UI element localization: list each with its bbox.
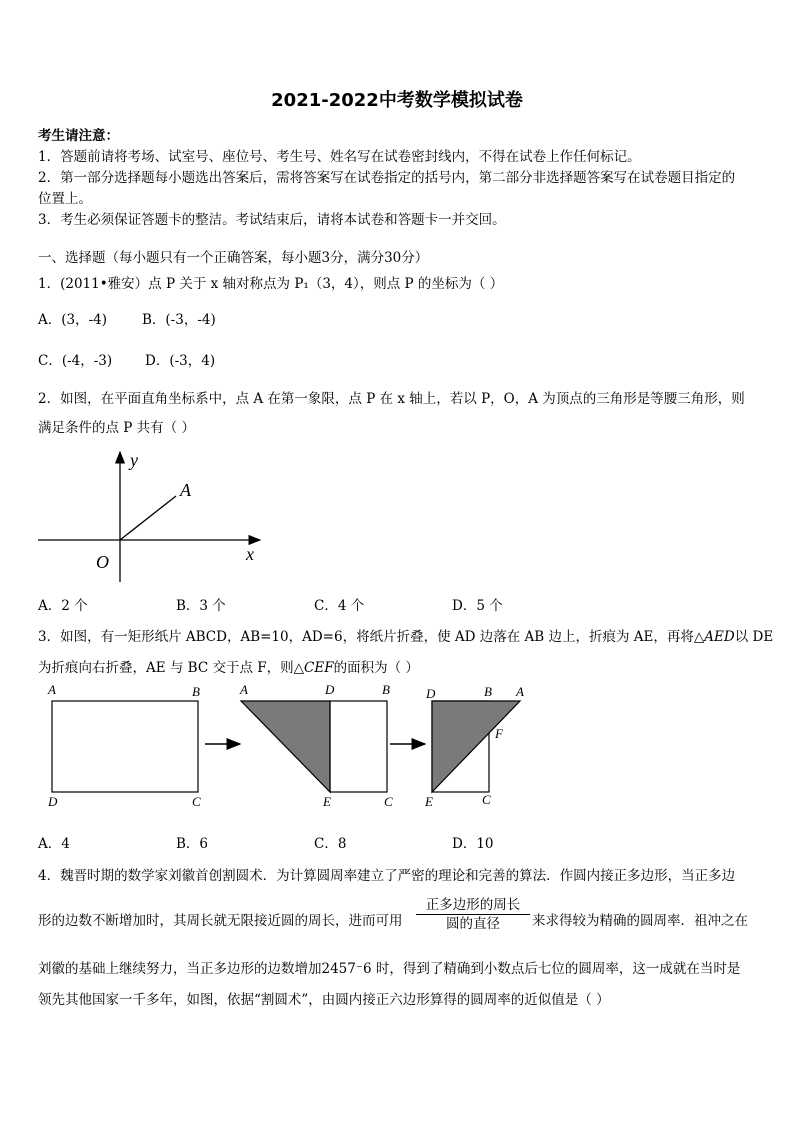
q4-line2-start: 形的边数不断增加时，其周长就无限接近圆的周长，进而可用 xyxy=(38,913,403,929)
q3-option-a[interactable]: A．4 xyxy=(38,836,70,852)
fig1-label-c: C xyxy=(192,794,201,809)
fig3-label-d: D xyxy=(426,686,436,701)
segment-oa xyxy=(120,496,176,540)
notice-item-3: 3．考生必须保证答题卡的整洁。考试结束后，请将本试卷和答题卡一并交回。 xyxy=(38,212,506,228)
q2-coordinate-figure xyxy=(34,446,274,586)
q3-stem-line2-end: 的面积为（ ） xyxy=(333,660,419,676)
notice-item-2: 2．第一部分选择题每小题选出答案后，需将答案写在试卷指定的括号内，第二部分非选择题答案写在试卷题目指定的 xyxy=(38,170,736,186)
q3-stem-line1-text: 3．如图，有一矩形纸片 ABCD，AB=10，AD=6，将纸片折叠，使 AD 边落在 AB 边上，折痕为 AE，再将 xyxy=(38,629,694,645)
notice-item-1: 1．答题前请将考场、试室号、座位号、考生号、姓名写在试卷密封线内，不得在试卷上作任何标记。 xyxy=(38,149,641,165)
fig3-label-e: E xyxy=(425,794,433,809)
q2-stem-line1: 2．如图，在平面直角坐标系中，点 A 在第一象限，点 P 在 x 轴上，若以 P，O，A 为顶点的三角形是等腰三角形，则 xyxy=(38,391,745,407)
fig2-label-a: A xyxy=(240,682,248,697)
q2-option-a[interactable]: A．2 个 xyxy=(38,598,88,614)
q2-option-b[interactable]: B．3 个 xyxy=(176,598,226,614)
origin-label: O xyxy=(96,552,109,572)
fig3-label-a: A xyxy=(516,684,524,699)
q4-line1: 4．魏晋时期的数学家刘徽首创割圆术．为计算圆周率建立了严密的理论和完善的算法．作圆内接正多边形，当正多边 xyxy=(38,868,736,884)
fraction-denominator: 圆的直径 xyxy=(446,916,500,932)
q3-folding-figure xyxy=(36,680,556,810)
fig3-label-c: C xyxy=(482,792,491,807)
point-a-label: A xyxy=(180,480,191,500)
q3-triangle-aed: △AED xyxy=(693,629,735,645)
q3-triangle-cef: △CEF xyxy=(293,660,334,676)
fig3-label-f: F xyxy=(495,726,503,741)
y-axis-label: y xyxy=(130,450,138,470)
q4-line2-end: 来求得较为精确的圆周率．祖冲之在 xyxy=(532,913,748,929)
q2-stem-line2: 满足条件的点 P 共有（ ） xyxy=(38,420,195,436)
fig3-label-b: B xyxy=(484,684,492,699)
section-heading: 一、选择题（每小题只有一个正确答案，每小题3分，满分30分） xyxy=(38,250,429,266)
rectangle-abcd xyxy=(52,701,198,792)
fig2-label-b: B xyxy=(382,682,390,697)
remaining-rectangle xyxy=(330,701,387,792)
q3-stem-line1 xyxy=(38,625,773,645)
q3-stem-line2 xyxy=(38,656,419,676)
fig1-label-a: A xyxy=(48,682,56,697)
fig2-label-c: C xyxy=(384,794,393,809)
q3-option-c[interactable]: C．8 xyxy=(314,836,347,852)
page-title: 2021-2022中考数学模拟试卷 xyxy=(271,90,523,111)
fig2-label-e: E xyxy=(323,794,331,809)
fraction-numerator: 正多边形的周长 xyxy=(416,896,530,915)
pi-fraction xyxy=(416,896,530,933)
notice-item-2-cont: 位置上。 xyxy=(38,191,92,207)
q3-stem-line2-text: 为折痕向右折叠，AE 与 BC 交于点 F，则 xyxy=(38,660,294,676)
x-axis-label: x xyxy=(246,544,254,564)
fig1-label-d: D xyxy=(48,794,58,809)
fig2-label-d: D xyxy=(325,682,335,697)
q1-option-a[interactable]: A．(3，-4) xyxy=(38,312,108,328)
q3-stem-line1-end: 以 DE xyxy=(734,629,774,645)
q3-option-b[interactable]: B．6 xyxy=(176,836,209,852)
q4-line3: 刘徽的基础上继续努力，当正多边形的边数增加2457⁻6 时，得到了精确到小数点后七位的圆周率，这一成就在当时是 xyxy=(38,961,741,977)
q1-option-b[interactable]: B．(-3，-4) xyxy=(142,312,216,328)
notice-heading: 考生请注意： xyxy=(38,128,119,144)
q2-option-d[interactable]: D．5 个 xyxy=(452,598,503,614)
q2-option-c[interactable]: C．4 个 xyxy=(314,598,365,614)
q1-option-d[interactable]: D．(-3，4) xyxy=(145,353,216,369)
q1-option-c[interactable]: C．(-4，-3) xyxy=(38,353,113,369)
fig1-label-b: B xyxy=(192,684,200,699)
fold-triangle-1 xyxy=(241,701,330,792)
q3-option-d[interactable]: D．10 xyxy=(452,836,494,852)
q1-stem: 1．(2011•雅安）点 P 关于 x 轴对称点为 P₁（3，4），则点 P 的坐标为（ ） xyxy=(38,276,504,292)
fold-triangle-2 xyxy=(432,701,520,792)
q4-line4: 领先其他国家一千多年，如图，依据“割圆术”，由圆内接正六边形算得的圆周率的近似值是（ ） xyxy=(38,992,610,1008)
